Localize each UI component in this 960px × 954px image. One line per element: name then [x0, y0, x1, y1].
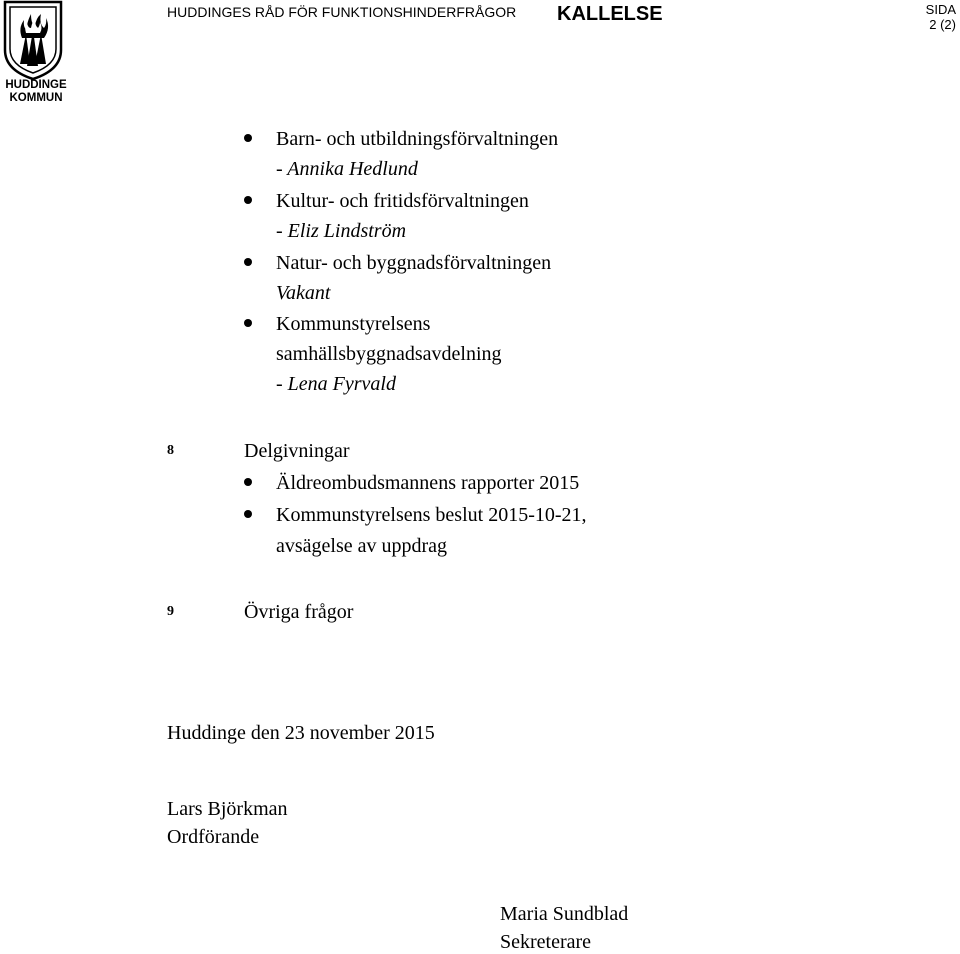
chair-role: Ordförande — [167, 826, 260, 848]
secretary-name: Maria Sundblad — [500, 903, 629, 925]
place-and-date: Huddinge den 23 november 2015 — [167, 722, 435, 744]
chair-name: Lars Björkman — [167, 798, 288, 820]
agenda-item-title: Övriga frågor — [244, 601, 354, 623]
agenda-item-bullet-continued: avsägelse av uppdrag — [276, 535, 448, 557]
bullet-icon — [244, 258, 252, 266]
agenda-item-bullet: Kommunstyrelsens beslut 2015-10-21, — [276, 504, 587, 526]
agenda-item-title: Delgivningar — [244, 440, 350, 462]
organization-name: HUDDINGES RÅD FÖR FUNKTIONSHINDERFRÅGOR — [167, 4, 517, 20]
department-contact: - Eliz Lindström — [276, 220, 407, 242]
department-contact: - Annika Hedlund — [276, 158, 418, 180]
logo-text-line-1: HUDDINGE — [5, 79, 67, 91]
department-name: Natur- och byggnadsförvaltningen — [276, 252, 552, 274]
department-contact: Vakant — [276, 282, 331, 304]
huddinge-kommun-logo — [2, 0, 66, 106]
secretary-role: Sekreterare — [500, 931, 592, 953]
department-name-continued: samhällsbyggnadsavdelning — [276, 343, 502, 365]
agenda-item-number: 9 — [167, 604, 174, 619]
bullet-icon — [244, 478, 252, 486]
page-label: SIDA — [925, 2, 956, 17]
department-name: Barn- och utbildningsförvaltningen — [276, 128, 559, 150]
document-type: KALLELSE — [557, 3, 663, 25]
bullet-icon — [244, 510, 252, 518]
department-name: Kommunstyrelsens — [276, 313, 431, 335]
agenda-item-bullet: Äldreombudsmannens rapporter 2015 — [276, 472, 580, 494]
logo-text-line-2: KOMMUN — [9, 92, 63, 104]
department-contact: - Lena Fyrvald — [276, 373, 396, 395]
agenda-item-number: 8 — [167, 443, 174, 458]
bullet-icon — [244, 196, 252, 204]
page-indicator — [926, 2, 956, 32]
bullet-icon — [244, 134, 252, 142]
bullet-icon — [244, 319, 252, 327]
page-number: 2 (2) — [929, 17, 956, 32]
coat-of-arms-icon — [2, 0, 64, 80]
department-name: Kultur- och fritidsförvaltningen — [276, 190, 529, 212]
